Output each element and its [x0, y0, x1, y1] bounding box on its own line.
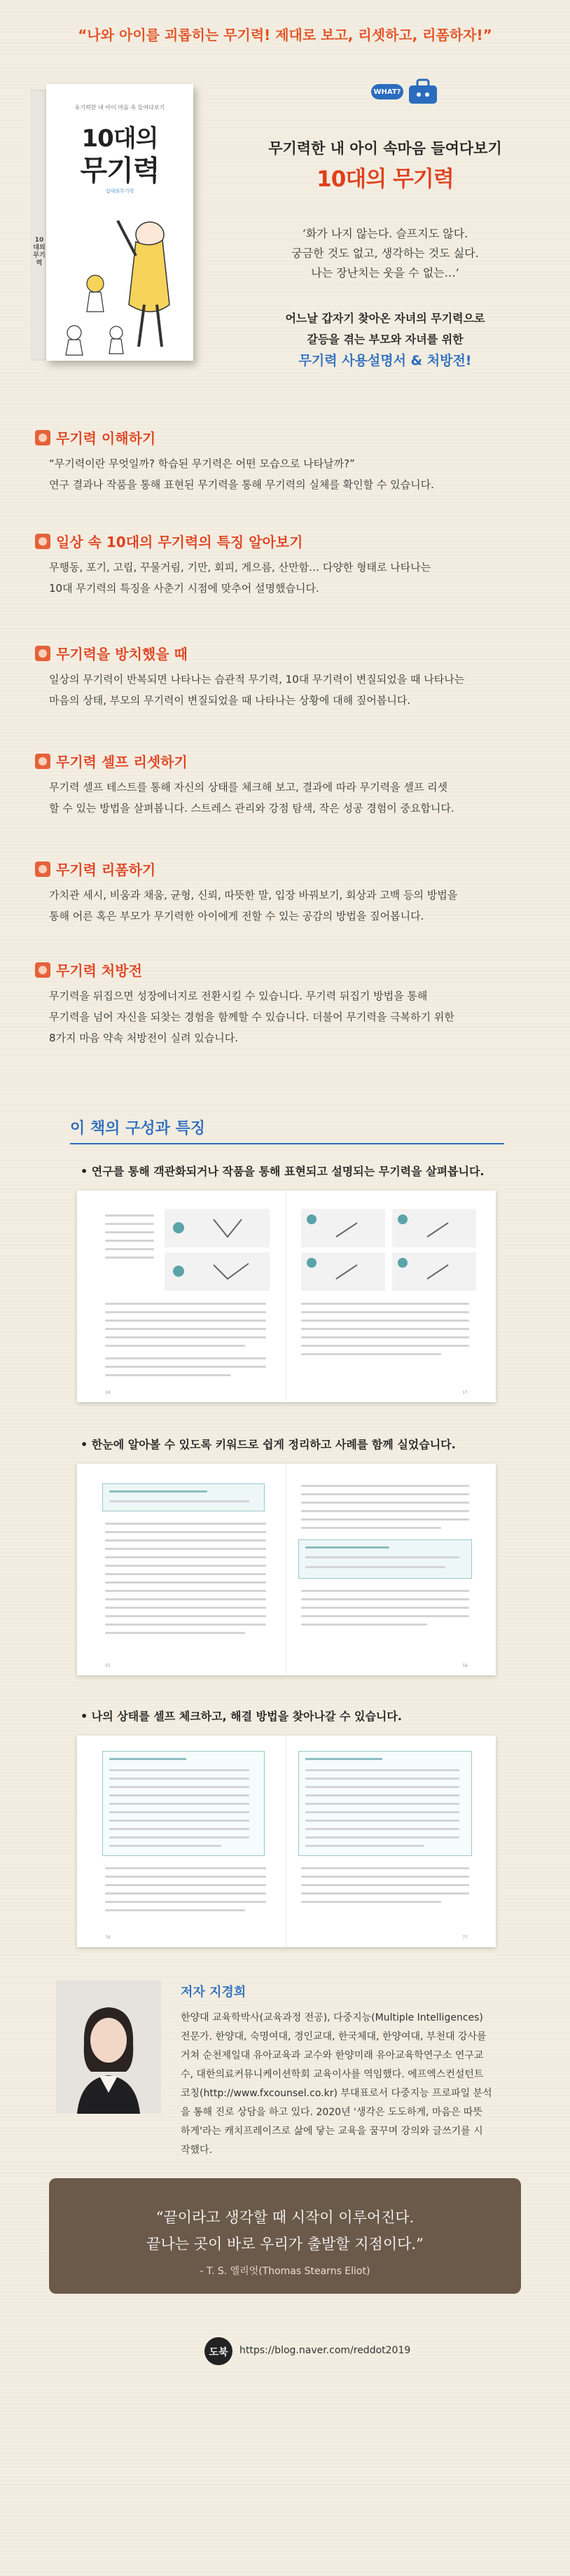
author-bio [181, 2009, 527, 2160]
page-number: 17 [462, 1390, 468, 1395]
section-title: 일상 속 10대의 무기력의 특징 알아보기 [56, 534, 303, 550]
section-bullet-icon [35, 861, 50, 877]
hero-quote-line: 궁금한 것도 없고, 생각하는 것도 싫다. [291, 247, 479, 260]
hero-desc-line: 갈등을 겪는 부모와 자녀를 위한 [307, 333, 464, 346]
section-line: 일상의 무기력이 반복되면 나타나는 습관적 무기력, 10대 무기력이 변질되었을 때 나타나는 [49, 673, 465, 686]
section-line: 8가지 마음 약속 처방전이 실려 있습니다. [49, 1032, 238, 1044]
hero-desc-accent: 무기력 사용설명서 & 처방전! [298, 353, 472, 368]
section-line: 통해 어른 혹은 부모가 무기력한 아이에게 전할 수 있는 공감의 방법을 짚어봅니다. [49, 910, 424, 922]
author-bio-line: 작했다. [181, 2145, 213, 2156]
section-line: 무행동, 포기, 고립, 꾸물거림, 기만, 회피, 게으름, 산만함… 다양한 형태로 나타나는 [49, 561, 431, 574]
book-spread-3 [77, 1736, 496, 1947]
svg-text:도북: 도북 [209, 2347, 228, 2358]
author-bio-line: 전문가. 한양대, 숙명여대, 경인교대, 한국체대, 한양여대, 부천대 강사를 [181, 2031, 487, 2042]
book-subtitle: 유기력한 내 아이 마음 속 들여다보기 [74, 104, 165, 111]
hero-subheading: 무기력한 내 아이 속마음 들여다보기 [268, 140, 502, 157]
author-bio-line: 코칭(http://www.fxcounsel.co.kr) 부대표로서 다중지능 프로파일 분석 [181, 2088, 492, 2099]
hero-description [210, 308, 560, 371]
section-line: “무기력이란 무엇일까? 학습된 무기력은 어떤 모습으로 나타날까?” [49, 457, 355, 470]
hero-quote-line: 나는 장난치는 웃을 수 없는…’ [311, 266, 459, 279]
illustration-icon [301, 1209, 476, 1292]
what-badge: WHAT? [371, 84, 403, 99]
book-spine-title: 10대의무기력 [33, 237, 46, 267]
book-cover [31, 84, 193, 361]
illustration-icon [165, 1209, 270, 1293]
publisher-logo-icon [203, 2336, 234, 2367]
author-bio-line: 거쳐 순천제일대 유아교육과 교수와 한양미래 유아교육학연구소 연구교 [181, 2050, 484, 2061]
structure-heading: 이 책의 구성과 특징 [70, 1120, 205, 1137]
section-reform [35, 859, 539, 927]
section-line: 무기력을 넘어 자신을 되찾는 경험을 함께할 수 있습니다. 더불어 무기력을 극복하기 위한 [49, 1011, 454, 1023]
hero-desc-line: 어느날 갑자기 찾아온 자녀의 무기력으로 [285, 312, 485, 325]
section-bullet-icon [35, 962, 50, 978]
section-title: 무기력을 방치했을 때 [56, 646, 188, 663]
page-number: 76 [105, 1935, 111, 1940]
section-bullet-icon [35, 646, 50, 661]
section-neglect [35, 643, 539, 711]
section-bullet-icon [35, 754, 50, 769]
section-title: 무기력 리폼하기 [56, 861, 156, 878]
page-number: 16 [105, 1390, 111, 1395]
feature-title: • 나의 상태를 셀프 체크하고, 해결 방법을 찾아나갈 수 있습니다. [81, 1710, 402, 1723]
page-number: 55 [105, 1663, 111, 1668]
section-line: 할 수 있는 방법을 살펴봅니다. 스트레스 관리와 강점 탐색, 작은 성공 경험이 중요합니다. [49, 802, 454, 815]
briefcase-icon [406, 76, 440, 106]
section-line: 10대 무기력의 특징을 사춘기 시점에 맞추어 설명했습니다. [49, 582, 319, 595]
character-illustration-icon [46, 200, 193, 361]
page-number: 77 [462, 1935, 468, 1940]
section-line: 가치관 세시, 비움과 채움, 균형, 신뢰, 따뜻한 말, 입장 바꿔보기, 회상과 고백 등의 방법을 [49, 889, 458, 901]
section-bullet-icon [35, 430, 50, 445]
section-title: 무기력 처방전 [56, 962, 142, 979]
section-understand [35, 427, 539, 495]
author-bio-line: 하게'라는 캐치프레이즈로 삶에 닿는 교육을 꿈꾸며 강의와 글쓰기를 시 [181, 2126, 483, 2137]
top-quote: “나와 아이를 괴롭히는 무기력! 제대로 보고, 리셋하고, 리폼하자!” [78, 26, 492, 43]
book-title-line2: 무기력 [80, 155, 160, 187]
hero-heading: 10대의 무기력 [317, 167, 454, 192]
section-line: 무기력 셀프 테스트를 통해 자신의 상태를 체크해 보고, 결과에 따라 무기력을 셀프 리셋 [49, 781, 448, 794]
section-line: 마음의 상태, 부모의 무기력이 변질되었을 때 나타나는 상황에 대해 짚어봅니다. [49, 694, 411, 707]
section-prescription [35, 960, 539, 1048]
book-spine [31, 90, 48, 361]
structure-divider [70, 1143, 504, 1144]
section-line: 연구 결과나 작품을 통해 표현된 무기력을 통해 무기력의 실체를 확인할 수 있습니다. [49, 478, 434, 491]
closing-quote-attribution: - T. S. 엘리엇(Thomas Stearns Eliot) [200, 2266, 370, 2277]
section-title: 무기력 이해하기 [56, 430, 156, 447]
section-bullet-icon [35, 534, 50, 549]
book-spread-2 [77, 1464, 496, 1675]
author-portrait-icon [56, 1981, 161, 2114]
section-line: 무기력을 뒤집으면 성장에너지로 전환시킬 수 있습니다. 무기력 뒤집기 방법을 통해 [49, 990, 428, 1002]
book-spread-1 [77, 1191, 496, 1402]
author-name: 저자 지경희 [181, 1985, 246, 2000]
blog-link[interactable]: https://blog.naver.com/reddot2019 [239, 2345, 411, 2356]
feature-title: • 연구를 통해 객관화되거나 작품을 통해 표현되고 설명되는 무기력을 살펴봅니다. [81, 1165, 485, 1178]
author-bio-line: 수, 대한의료커뮤니케이션학회 교육이사를 역임했다. 에프엑스컨설턴트 [181, 2069, 484, 2080]
feature-title: • 한눈에 알아볼 수 있도록 키워드로 쉽게 정리하고 사례를 함께 실었습니다. [81, 1438, 456, 1451]
hero-quote-line: ‘화가 나지 않는다. 슬프지도 않다. [302, 227, 468, 240]
author-bio-line: 을 통해 진로 상담을 하고 있다. 2020년 '생각은 도도하게, 마음은 따뜻 [181, 2107, 482, 2118]
section-daily [35, 531, 539, 599]
book-front-cover [46, 84, 193, 361]
closing-quote-line: 끝나는 곳이 바로 우리가 출발할 지점이다.” [146, 2236, 424, 2252]
closing-quote-line: “끝이라고 생각할 때 시작이 이루어진다. [155, 2209, 415, 2226]
author-photo [56, 1981, 161, 2114]
section-self-reset [35, 751, 539, 819]
section-title: 무기력 셀프 리셋하기 [56, 754, 188, 770]
book-cover-tag: 십대의무기력 [105, 188, 134, 194]
page-number: 56 [462, 1663, 468, 1668]
hero-quote [210, 224, 560, 283]
author-bio-line: 한양대 교육학박사(교육과정 전공), 다중지능(Multiple Intelligences) [181, 2012, 483, 2023]
book-title-line1: 10대의 [81, 125, 158, 153]
